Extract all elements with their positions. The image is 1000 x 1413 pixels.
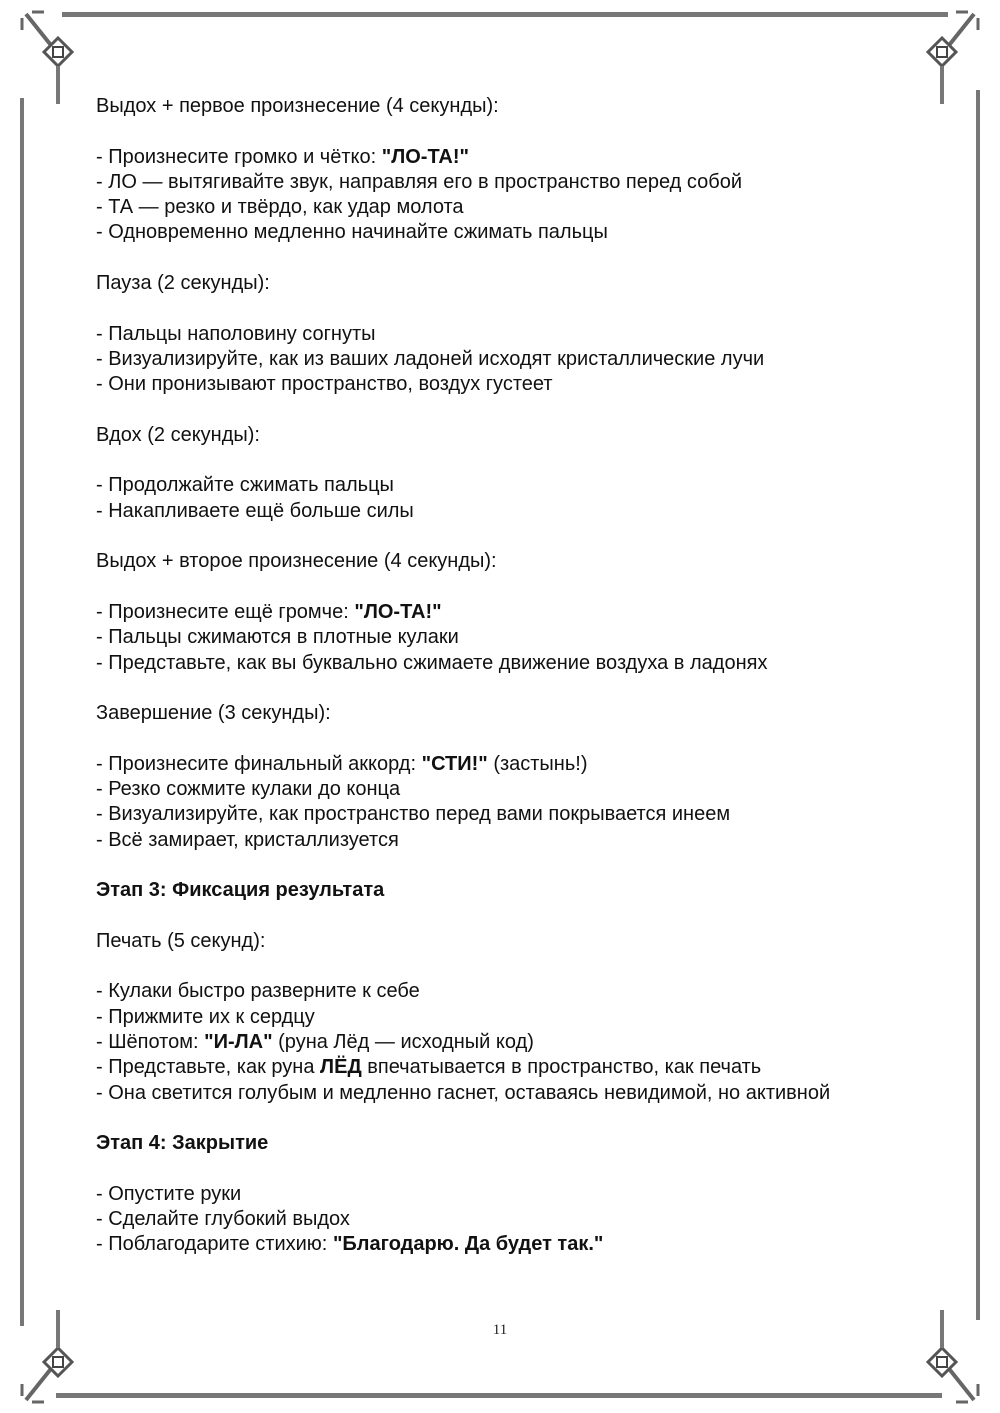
text-line: [96, 752, 896, 777]
emphasized-phrase: ЛЁД: [320, 1056, 362, 1079]
text-line: [96, 145, 896, 170]
text-line: - Визуализируйте, как пространство перед вами покрывается инеем: [96, 803, 731, 826]
text-fragment: впечатывается в пространство, как печать: [361, 1056, 762, 1079]
section-heading: Этап 3: Фиксация результата: [96, 879, 385, 902]
text-line: - Кулаки быстро разверните к себе: [96, 980, 420, 1003]
text-line: [96, 1030, 896, 1055]
frame-left-border: [20, 98, 24, 1326]
paragraph-spacer: [96, 726, 896, 751]
text-fragment: (руна Лёд — исходный код): [272, 1030, 534, 1053]
text-line: Печать (5 секунд):: [96, 929, 266, 952]
text-fragment: - Произнесите ещё громче:: [96, 600, 355, 623]
text-line: - Всё замирает, кристаллизуется: [96, 828, 399, 851]
frame-right-border: [976, 90, 980, 1320]
text-line: - Сделайте глубокий выдох: [96, 1208, 350, 1231]
text-line: - Одновременно медленно начинайте сжимать пальцы: [96, 221, 608, 244]
text-line: [96, 600, 896, 625]
paragraph-spacer: [96, 954, 896, 979]
paragraph-spacer: [96, 119, 896, 144]
text-line: - Резко сожмите кулаки до конца: [96, 778, 401, 801]
text-line: - ЛО — вытягивайте звук, направляя его в пространство перед собой: [96, 170, 742, 193]
text-line: [96, 1232, 896, 1257]
emphasized-phrase: "ЛО-ТА!": [381, 145, 470, 168]
corner-ornament-icon: [912, 1306, 982, 1406]
paragraph-spacer: [96, 398, 896, 423]
paragraph-spacer: [96, 524, 896, 549]
paragraph-spacer: [96, 676, 896, 701]
text-line: - Визуализируйте, как из ваших ладоней исходят кристаллические лучи: [96, 347, 765, 370]
text-line: - Они пронизывают пространство, воздух густеет: [96, 373, 553, 396]
text-fragment: - Поблагодарите стихию:: [96, 1233, 333, 1256]
paragraph-spacer: [96, 853, 896, 878]
text-line: - Она светится голубым и медленно гаснет, оставаясь невидимой, но активной: [96, 1081, 831, 1104]
corner-ornament-icon: [18, 1306, 88, 1406]
text-line: - Прижмите их к сердцу: [96, 1005, 315, 1028]
text-fragment: - Шёпотом:: [96, 1030, 205, 1053]
text-fragment: - Произнесите громко и чётко:: [96, 145, 382, 168]
emphasized-phrase: "И-ЛА": [204, 1030, 273, 1053]
text-line: Выдох + первое произнесение (4 секунды):: [96, 95, 499, 117]
page-number: 11: [492, 1322, 508, 1338]
frame-top-border: [62, 12, 948, 17]
text-line: [96, 1055, 896, 1080]
text-line: Завершение (3 секунды):: [96, 702, 331, 725]
frame-bottom-border: [56, 1393, 942, 1398]
paragraph-spacer: [96, 296, 896, 321]
text-line: Пауза (2 секунды):: [96, 272, 270, 295]
section-heading: Этап 4: Закрытие: [96, 1132, 269, 1155]
emphasized-phrase: "СТИ!": [421, 752, 488, 775]
text-line: - ТА — резко и твёрдо, как удар молота: [96, 196, 464, 219]
text-line: Выдох + второе произнесение (4 секунды):: [96, 550, 497, 573]
text-line: Вдох (2 секунды):: [96, 423, 260, 446]
corner-ornament-icon: [912, 8, 982, 108]
paragraph-spacer: [96, 246, 896, 271]
paragraph-spacer: [96, 1106, 896, 1131]
text-line: - Представьте, как вы буквально сжимаете движение воздуха в ладонях: [96, 651, 768, 674]
text-line: - Пальцы сжимаются в плотные кулаки: [96, 626, 459, 649]
text-line: - Пальцы наполовину согнуты: [96, 322, 376, 345]
text-line: - Продолжайте сжимать пальцы: [96, 474, 394, 497]
text-line: - Опустите руки: [96, 1182, 242, 1205]
corner-ornament-icon: [18, 8, 88, 108]
text-line: - Накапливаете ещё больше силы: [96, 499, 414, 522]
paragraph-spacer: [96, 575, 896, 600]
paragraph-spacer: [96, 904, 896, 929]
text-fragment: - Произнесите финальный аккорд:: [96, 752, 422, 775]
paragraph-spacer: [96, 1156, 896, 1181]
page-body-text: [96, 94, 896, 1258]
emphasized-phrase: "Благодарю. Да будет так.": [332, 1233, 604, 1256]
text-fragment: (застынь!): [487, 752, 588, 775]
emphasized-phrase: "ЛО-ТА!": [354, 600, 442, 623]
text-fragment: - Представьте, как руна: [96, 1056, 321, 1079]
paragraph-spacer: [96, 448, 896, 473]
